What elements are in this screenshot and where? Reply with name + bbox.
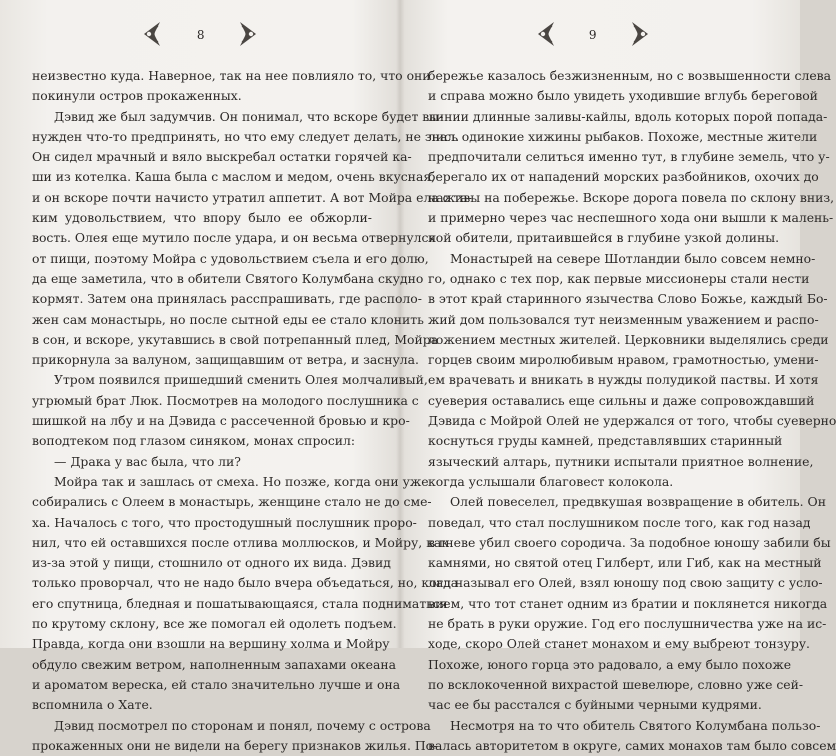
text-line: только проворчал, что не надо было вчера объедаться, но, когда — [32, 575, 459, 591]
page-body-text — [32, 66, 472, 756]
text-line: кормят. Затем она принялась расспрашивать, где располо- — [32, 291, 422, 307]
text-line: Олей повеселел, предвкушая возвращение в обитель. Он — [450, 494, 826, 510]
text-line: собирались с Олеем в монастырь, женщине стало не до сме- — [32, 494, 432, 510]
text-line: суеверия оставались еще сильны и даже сопровождавший — [428, 392, 815, 408]
text-line: Дэвид посмотрел по сторонам и понял, почему с острова — [54, 717, 431, 733]
text-line: Монастырей на севере Шотландии было совсем немно- — [450, 250, 816, 266]
text-line: жен сам монастырь, но после сытной еды ее стало клонить — [32, 311, 424, 327]
text-line: нил, что ей оставшихся после отлива моллюсков, и Мойру, как — [32, 534, 450, 550]
text-line: и справа можно было увидеть уходившие вглубь береговой — [428, 88, 818, 104]
page-body-text — [428, 66, 836, 756]
text-line: Похоже, юного горца это радовало, а ему было похоже — [428, 656, 792, 672]
text-line: воподтеком под глазом синяком, монах спросил: — [32, 433, 356, 449]
text-line: вием, что тот станет одним из братии и поклянется никогда — [428, 595, 828, 611]
page-number: 8 — [196, 28, 206, 42]
text-line: когда услышали благовест колокола. — [428, 473, 674, 489]
text-line: го, однако с тех пор, как первые миссионеры стали нести — [428, 270, 810, 286]
text-line: его спутница, бледная и пошатывающаяся, стала подниматься — [32, 595, 448, 611]
text-line: ходе, скоро Олей станет монахом и ему выбреют тонзуру. — [428, 636, 810, 652]
left-ornament-icon — [534, 20, 556, 48]
text-line: предпочитали селиться именно тут, в глубине земель, что у- — [428, 149, 830, 165]
text-line: вспомнила о Хате. — [32, 697, 153, 713]
text-line: — Драка у вас была, что ли? — [54, 453, 241, 469]
text-line: ха. Началось с того, что простодушный послушник проро- — [32, 514, 417, 530]
text-line: Дэвида с Мойрой Олей не удержался от того, чтобы суеверно — [428, 413, 836, 429]
text-line: в этот край старинного язычества Слово Божье, каждый Бо- — [428, 291, 828, 307]
text-line: час ее бы расстался с буйными черными кудрями. — [428, 697, 762, 713]
text-line: языческий алтарь, путники испытали приятное волнение, — [428, 453, 814, 469]
text-line: Мойра так и зашлась от смеха. Но позже, когда они уже — [54, 473, 429, 489]
left-ornament-icon — [140, 20, 162, 48]
text-line: из-за этой у пищи, стошнило от одного их вида. Дэвид — [32, 555, 391, 571]
text-line: лад называл его Олей, взял юношу под свою защиту с усло- — [428, 575, 823, 591]
text-line: и он вскоре почти начисто утратил аппетит. А вот Мойра ела с та- — [32, 189, 472, 205]
text-line: жий дом пользовался тут неизменным уважением и распо- — [428, 311, 819, 327]
text-line: Он сидел мрачный и вяло выскребал остатки горячей ка- — [32, 149, 412, 165]
text-line: нужден что-то предпринять, но что ему следует делать, не знал. — [32, 128, 460, 144]
text-line: камнями, но святой отец Гилберт, или Гиб, как на местный — [428, 555, 822, 571]
text-line: поведал, что стал послушником после того, как год назад — [428, 514, 811, 530]
text-line: и примерно через час неспешного хода они вышли к малень- — [428, 210, 834, 226]
text-line: покинули остров прокаженных. — [32, 88, 242, 104]
right-ornament-icon — [238, 20, 260, 48]
text-line: валась авторитетом в округе, самих монахов там было совсем — [428, 737, 836, 753]
text-line: прикорнула за валуном, защищавшим от ветра, и заснула. — [32, 352, 419, 368]
text-line: по всклокоченной вихрастой шевелюре, словно уже сей- — [428, 676, 804, 692]
text-line: Правда, когда они взошли на вершину холма и Мойру — [32, 636, 390, 652]
page-number: 9 — [588, 28, 598, 42]
text-line: Дэвид же был задумчив. Он понимал, что вскоре будет вы- — [54, 108, 444, 124]
text-line: по крутому склону, все же помогал ей одолеть подъем. — [32, 616, 397, 632]
text-line: линии длинные заливы-кайлы, вдоль которых порой попада- — [428, 108, 828, 124]
text-line: обдуло свежим ветром, наполненным запахами океана — [32, 656, 397, 672]
text-line: ким удовольствием, что впору было ее обжорли- — [32, 210, 372, 226]
text-line: берегало их от нападений морских разбойников, охочих до — [428, 169, 819, 185]
page-header — [400, 20, 780, 50]
text-line: ши из котелка. Каша была с маслом и медом, очень вкусная, — [32, 169, 436, 185]
text-line: наживы на побережье. Вскоре дорога повела по склону вниз, — [428, 189, 835, 205]
text-line: бережье казалось безжизненным, но с возвышенности слева — [428, 68, 832, 83]
text-line: Утром появился пришедший сменить Олея молчаливый, — [54, 372, 428, 388]
text-line: в гневе убил своего сородича. За подобное юношу забили бы — [428, 534, 831, 550]
right-page — [400, 0, 836, 753]
text-line: угрюмый брат Люк. Посмотрев на молодого послушника с — [32, 392, 419, 408]
text-line: шишкой на лбу и на Дэвида с рассеченной бровью и кро- — [32, 413, 410, 429]
text-line: не брать в руки оружие. Год его послушничества уже на ис- — [428, 616, 827, 632]
text-line: коснуться груды камней, представлявших старинный — [428, 433, 783, 449]
text-line: прокаженных они не видели на берегу признаков жилья. По- — [32, 737, 438, 753]
text-line: Несмотря на то что обитель Святого Колумбана пользо- — [450, 717, 821, 733]
text-line: вость. Олея еще мутило после удара, и он весьма отвернулся — [32, 230, 437, 246]
text-line: и ароматом вереска, ей стало значительно лучше и она — [32, 676, 401, 692]
text-line: кой обители, притаившейся в глубине узкой долины. — [428, 230, 780, 246]
text-line: ем врачевать и вникать в нужды полудикой паствы. И хотя — [428, 372, 819, 388]
page-header — [0, 20, 380, 50]
text-line: от пищи, поэтому Мойра с удовольствием съела и его долю, — [32, 250, 429, 266]
text-line: горцев своим миролюбивым нравом, грамотностью, умени- — [428, 352, 819, 368]
text-line: неизвестно куда. Наверное, так на нее повлияло то, что они — [32, 68, 431, 83]
text-line: да еще заметила, что в обители Святого Колумбана скудно — [32, 270, 424, 286]
text-line: ложением местных жителей. Церковники выделялись среди — [428, 331, 829, 347]
text-line: лись одинокие хижины рыбаков. Похоже, местные жители — [428, 128, 818, 144]
right-ornament-icon — [630, 20, 652, 48]
text-line: в сон, и вскоре, укутавшись в свой потрепанный плед, Мойра — [32, 331, 439, 347]
